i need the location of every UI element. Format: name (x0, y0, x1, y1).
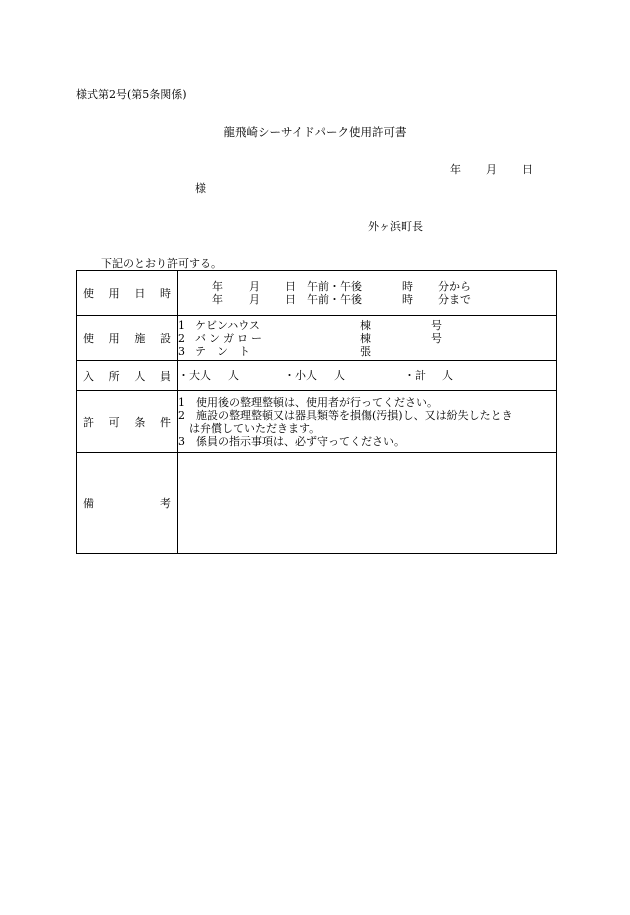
time-text: 午前・午後 (307, 280, 362, 293)
label-char: 人 (134, 369, 146, 383)
date-day-unit: 日 (522, 163, 533, 176)
label-char: 可 (108, 415, 120, 429)
addressee: 様 (195, 182, 206, 195)
time-text: 月 (249, 280, 260, 293)
time-text: 時 (402, 293, 413, 306)
facility-unit: 棟 (360, 331, 371, 345)
document-title: 龍飛崎シーサイドパーク使用許可書 (223, 125, 407, 139)
permit-table (76, 270, 557, 554)
condition-line: 2 施設の整理整頓又は器具類等を損傷(汚損)し、又は紛失したとき (178, 408, 513, 422)
time-text: 時 (402, 280, 413, 293)
facility-unit2: 号 (431, 318, 442, 332)
time-from-line (178, 280, 556, 293)
condition-line: 3 係員の指示事項は、必ず守ってください。 (178, 434, 405, 448)
facility-item (178, 345, 556, 358)
label-char: 所 (108, 369, 120, 383)
row-datetime (77, 271, 557, 316)
value-attendees (178, 361, 557, 391)
facility-item (178, 319, 556, 332)
time-text: 日 (285, 280, 296, 293)
row-attendees (77, 361, 557, 391)
label-char: 日 (134, 287, 146, 300)
facility-name: テ ン ト (195, 344, 250, 358)
form-number: 様式第2号(第5条関係) (76, 88, 187, 101)
attendee-child: ・小人 (284, 369, 317, 382)
time-text: 分まで (438, 293, 471, 306)
label-char: 設 (159, 332, 171, 345)
label-char: 用 (108, 287, 120, 300)
label-char: 施 (134, 332, 146, 345)
value-conditions (178, 391, 557, 453)
attendee-unit: 人 (334, 369, 345, 382)
time-text: 日 (285, 293, 296, 306)
label-char: 条 (134, 415, 146, 429)
condition-line: 1 使用後の整理整頓は、使用者が行ってください。 (178, 395, 438, 409)
facility-num: 3 (178, 344, 185, 358)
facility-name: ケビンハウス (195, 318, 260, 332)
time-text: 年 (212, 293, 223, 306)
value-datetime (178, 271, 557, 316)
facility-name: バンガロー (195, 331, 265, 345)
facility-num: 2 (178, 331, 185, 345)
label-char: 使 (83, 332, 94, 345)
time-to-line (178, 293, 556, 306)
time-text: 午前・午後 (307, 293, 362, 306)
attendee-unit: 人 (228, 369, 239, 382)
label-char: 許 (83, 415, 94, 429)
facility-unit2: 号 (431, 331, 442, 345)
label-char: 用 (108, 332, 120, 345)
facility-item (178, 332, 556, 345)
row-conditions (77, 391, 557, 453)
facility-unit: 棟 (360, 318, 371, 332)
label-attendees (77, 361, 178, 391)
time-text: 月 (249, 293, 260, 306)
date-month-unit: 月 (486, 163, 497, 176)
label-char: 入 (83, 369, 94, 383)
label-char: 考 (160, 497, 171, 510)
row-remarks (77, 453, 557, 554)
date-year-unit: 年 (450, 163, 461, 176)
label-datetime (77, 271, 178, 316)
attendee-total: ・計 (404, 369, 426, 382)
label-char: 員 (159, 369, 171, 383)
intro-text: 下記のとおり許可する。 (101, 257, 222, 270)
attendee-unit: 人 (442, 369, 453, 382)
time-text: 年 (212, 280, 223, 293)
label-facility (77, 316, 178, 361)
value-facility (178, 316, 557, 361)
label-char: 時 (159, 287, 171, 300)
label-conditions (77, 391, 178, 453)
facility-num: 1 (178, 318, 185, 332)
condition-line: は弁償していただきます。 (178, 421, 321, 435)
attendee-adult: ・大人 (178, 369, 211, 382)
label-char: 使 (83, 287, 94, 300)
value-remarks[interactable] (178, 453, 557, 554)
time-text: 分から (438, 280, 471, 293)
row-facility (77, 316, 557, 361)
label-char: 備 (83, 497, 94, 510)
issue-date (450, 161, 533, 177)
issuer: 外ヶ浜町長 (368, 220, 423, 233)
label-char: 件 (159, 415, 171, 429)
facility-unit: 張 (360, 344, 371, 358)
label-remarks (77, 453, 178, 554)
